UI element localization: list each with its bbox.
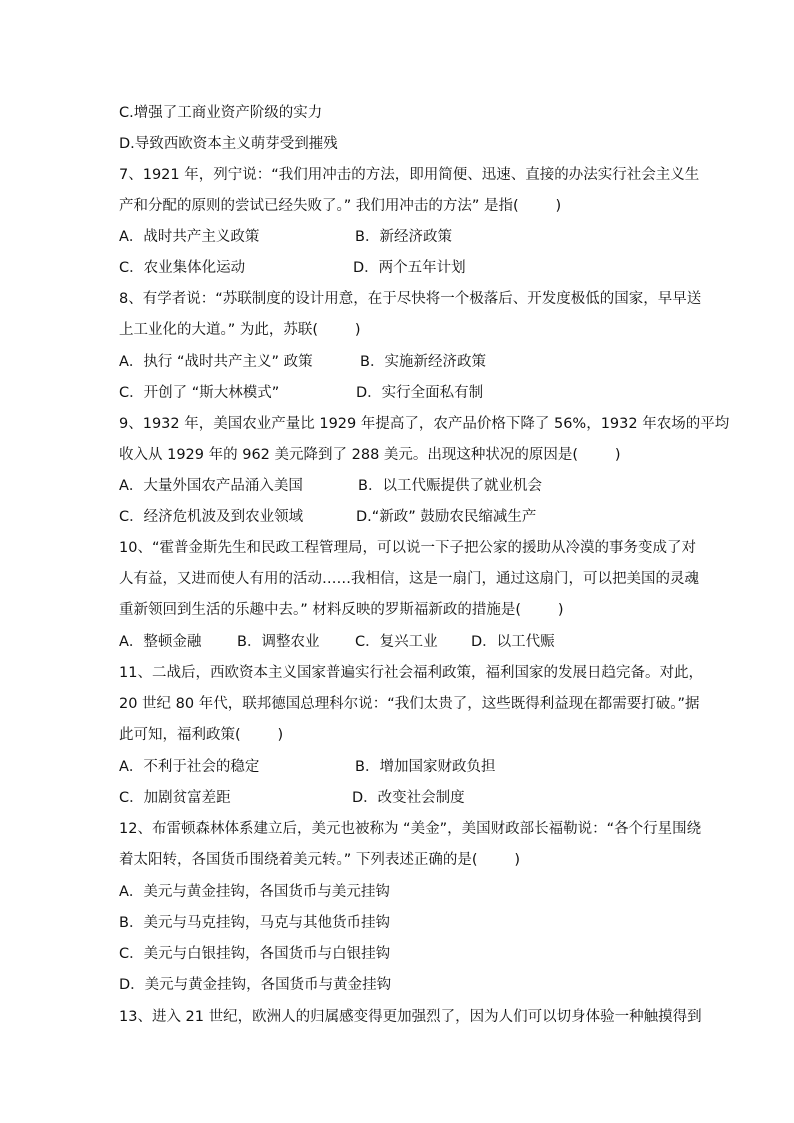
question-7-option-a: A．战时共产主义政策 — [119, 229, 260, 245]
question-8-option-b: B．实施新经济政策 — [360, 354, 486, 370]
question-9-option-a: A．大量外国农产品涌入美国 — [119, 478, 303, 494]
question-11-option-a: A．不利于社会的稳定 — [119, 759, 260, 775]
question-8-stem-line-1: 8、有学者说：“苏联制度的设计用意，在于尽快将一个极落后、开发度极低的国家，早早送 — [119, 291, 702, 307]
question-9-option-d: D.“新政” 鼓励农民缩减生产 — [356, 509, 537, 525]
question-8-option-a: A．执行 “战时共产主义” 政策 — [119, 354, 313, 370]
question-7-option-d: D．两个五年计划 — [353, 260, 466, 276]
question-7-option-b: B．新经济政策 — [355, 229, 452, 245]
question-11-option-b: B．增加国家财政负担 — [355, 759, 496, 775]
option-d-continuation: D.导致西欧资本主义萌芽受到摧残 — [119, 136, 338, 152]
question-11-option-d: D．改变社会制度 — [352, 790, 465, 806]
question-12-stem-line-1: 12、布雷顿森林体系建立后，美元也被称为 “美金”，美国财政部长福勒说：“各个行星围绕 — [119, 821, 702, 837]
question-10-option-c: C．复兴工业 — [355, 634, 438, 650]
question-9-option-b: B．以工代赈提供了就业机会 — [358, 478, 542, 494]
option-c-continuation: C.增强了工商业资产阶级的实力 — [119, 105, 323, 121]
question-8-stem-line-2: 上工业化的大道。” 为此，苏联( ) — [119, 322, 361, 338]
question-12-option-d: D．美元与黄金挂钩，各国货币与黄金挂钩 — [119, 977, 392, 993]
question-12-option-b: B．美元与马克挂钩，马克与其他货币挂钩 — [119, 915, 390, 931]
question-10-option-d: D．以工代赈 — [471, 634, 555, 650]
question-7-stem-line-2: 产和分配的原则的尝试已经失败了。” 我们用冲击的方法” 是指( ) — [119, 198, 562, 214]
question-8-option-c: C．开创了 “斯大林模式” — [119, 385, 280, 401]
question-11-stem-line-2: 20 世纪 80 年代，联邦德国总理科尔说：“我们太贵了，这些既得利益现在都需要打破。”据 — [119, 696, 700, 712]
question-12-stem-line-2: 着太阳转，各国货币围绕着美元转。” 下列表述正确的是( ) — [119, 852, 521, 868]
question-7-option-c: C．农业集体化运动 — [119, 260, 246, 276]
question-12-option-c: C．美元与白银挂钩，各国货币与白银挂钩 — [119, 946, 391, 962]
question-11-stem-line-1: 11、二战后，西欧资本主义国家普遍实行社会福利政策，福利国家的发展日趋完备。对此， — [119, 665, 703, 681]
question-9-option-c: C．经济危机波及到农业领域 — [119, 509, 304, 525]
question-9-stem-line-2: 收入从 1929 年的 962 美元降到了 288 美元。出现这种状况的原因是( ) — [119, 447, 621, 463]
question-10-stem-line-1: 10、“霍普金斯先生和民政工程管理局，可以说一下子把公家的援助从冷漠的事务变成了对 — [119, 540, 696, 556]
question-10-stem-line-2: 人有益，又进而使人有用的活动……我相信，这是一扇门，通过这扇门，可以把美国的灵魂 — [119, 571, 699, 587]
question-11-stem-line-3: 此可知，福利政策( ) — [119, 727, 284, 743]
question-12-option-a: A．美元与黄金挂钩，各国货币与美元挂钩 — [119, 884, 390, 900]
question-7-stem-line-1: 7、1921 年，列宁说：“我们用冲击的方法，即用简便、迅速、直接的办法实行社会主义生 — [119, 167, 700, 183]
question-13-stem-line-1: 13、进入 21 世纪，欧洲人的归属感变得更加强烈了，因为人们可以切身体验一种触摸得到 — [119, 1009, 702, 1025]
question-10-option-a: A．整顿金融 — [119, 634, 202, 650]
question-8-option-d: D．实行全面私有制 — [356, 385, 484, 401]
question-9-stem-line-1: 9、1932 年，美国农业产量比 1929 年提高了，农产品价格下降了 56%，1932 年农场的平均 — [119, 416, 730, 432]
question-10-stem-line-3: 重新领回到生活的乐趣中去。” 材料反映的罗斯福新政的措施是( ) — [119, 602, 564, 618]
question-10-option-b: B．调整农业 — [237, 634, 320, 650]
question-11-option-c: C．加剧贫富差距 — [119, 790, 231, 806]
